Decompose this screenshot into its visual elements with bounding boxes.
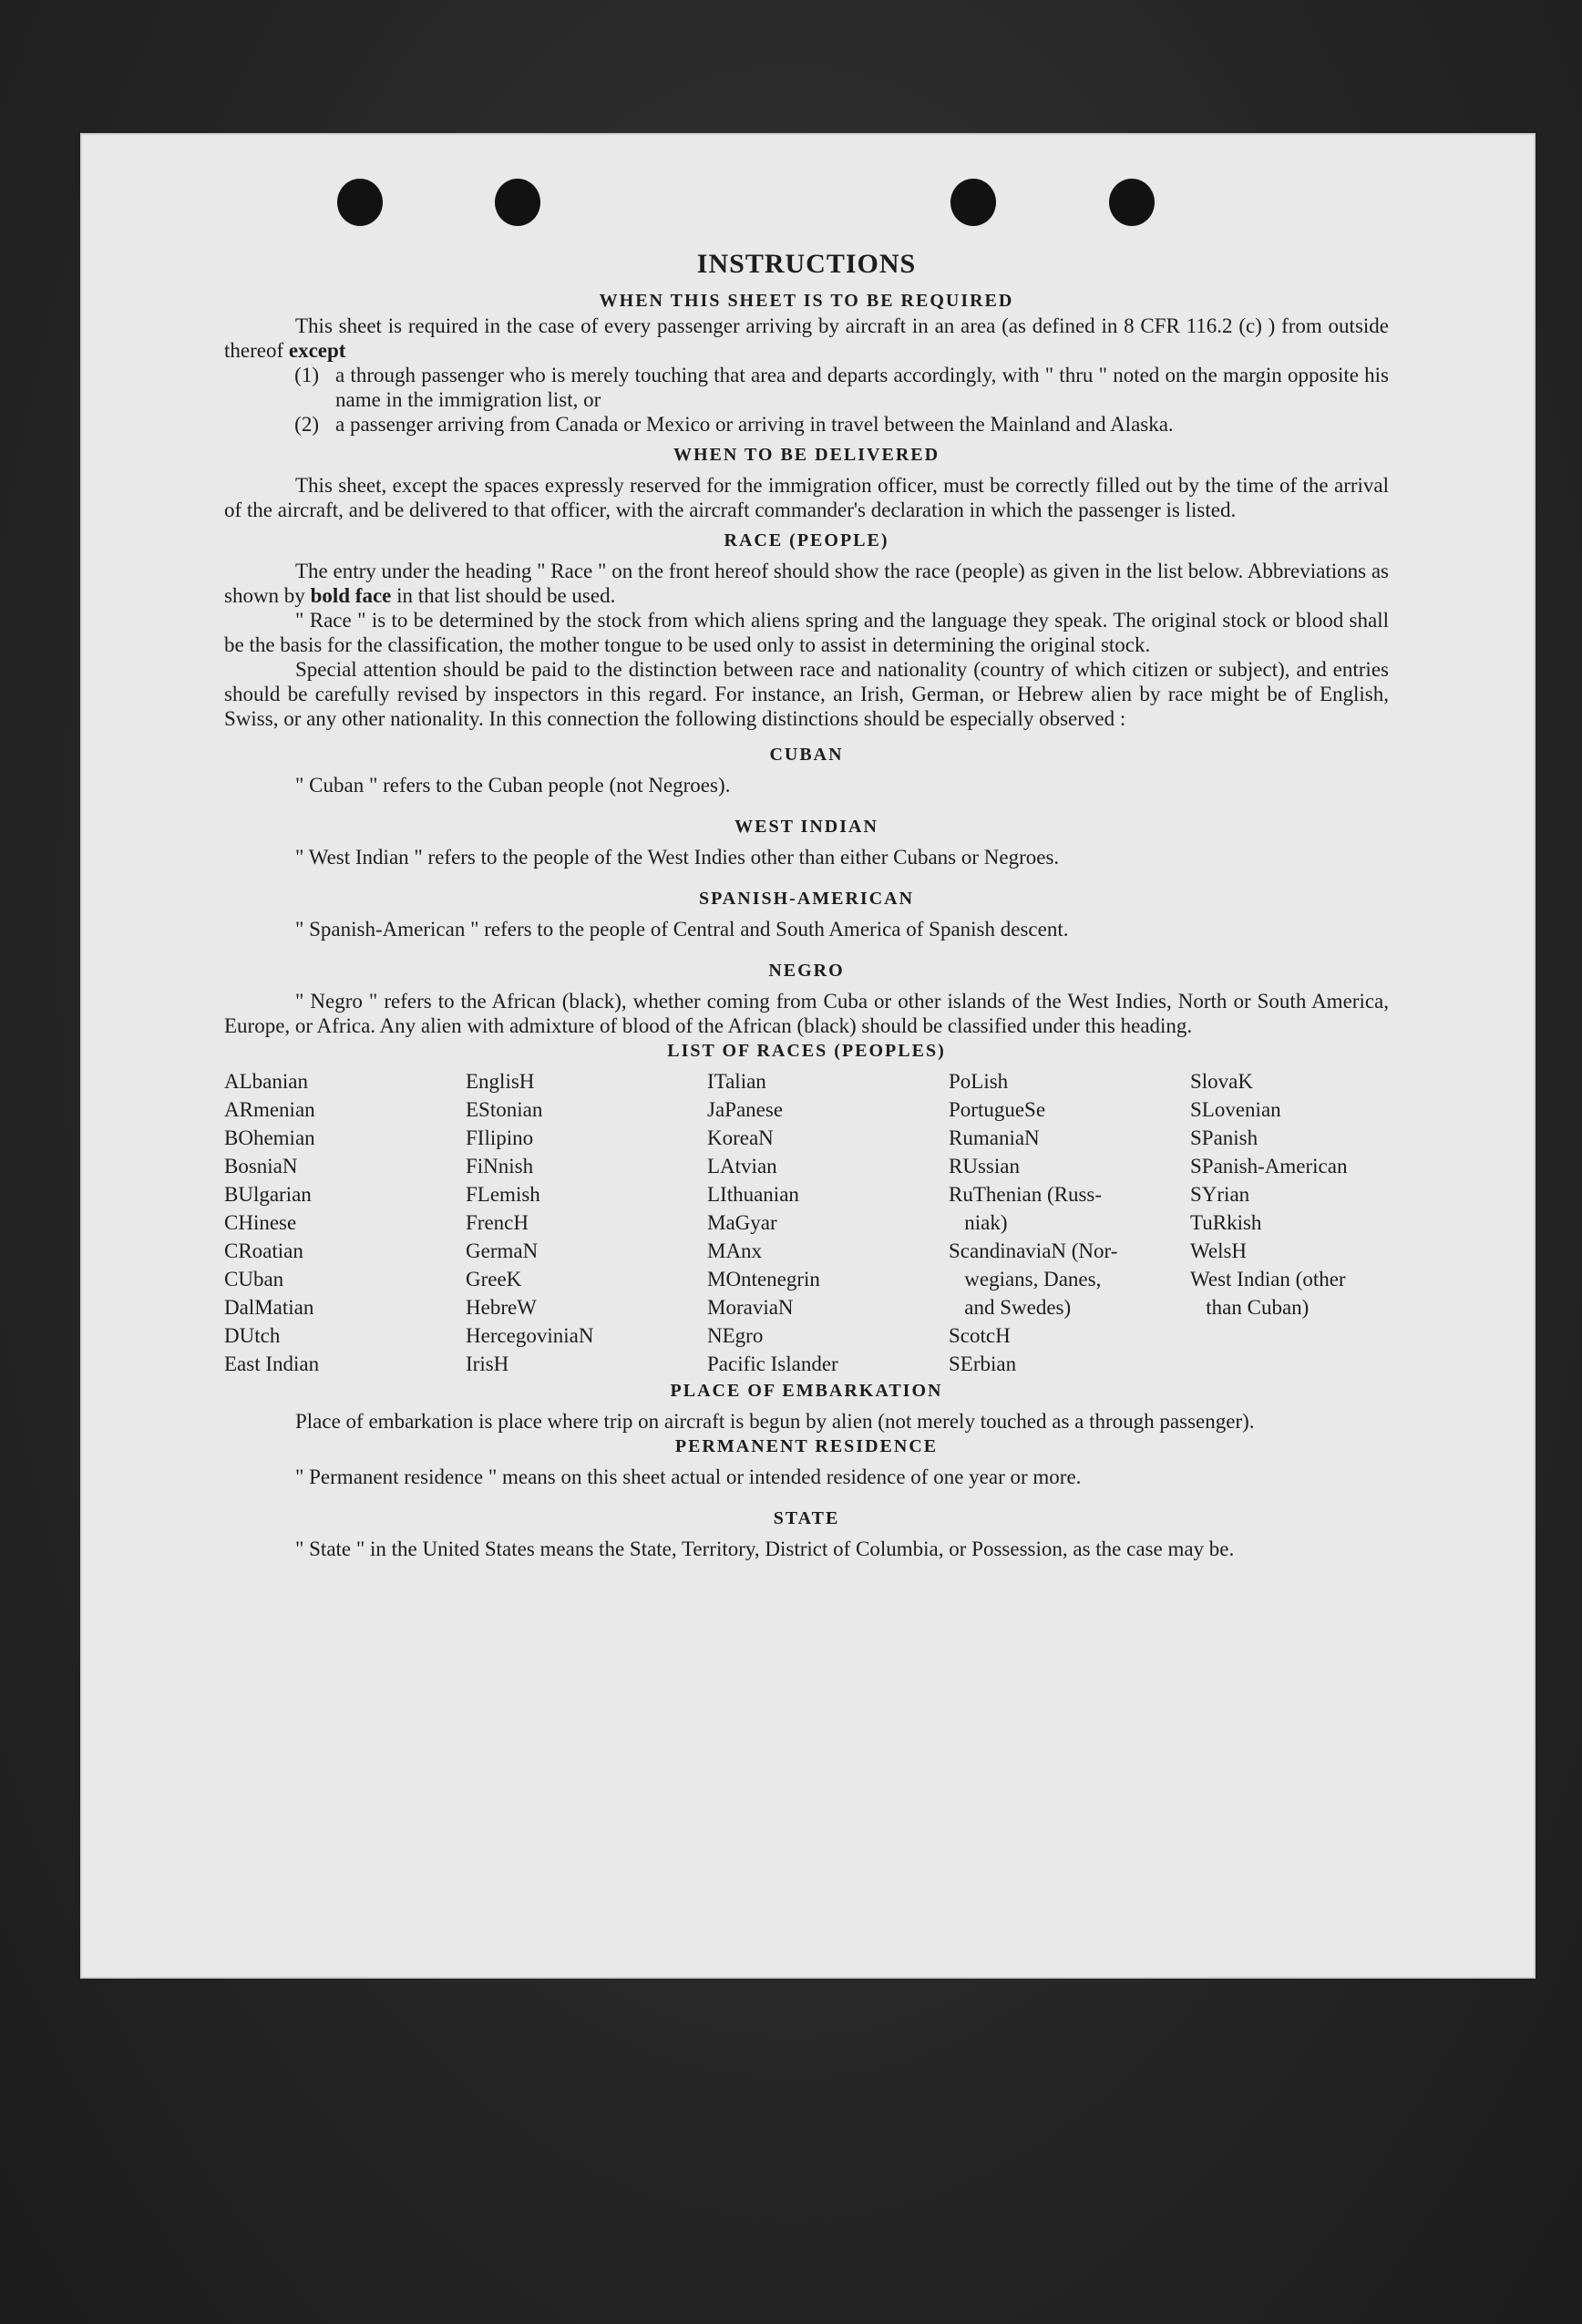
instructions-document: [224, 246, 1389, 1561]
spanish-american-text: " Spanish-American " refers to the people of Central and South America of Spanish descent.: [295, 918, 1069, 941]
race-entry: ARmenian: [224, 1098, 315, 1121]
heading-state: STATE: [773, 1508, 840, 1528]
race-entry: ITalian: [707, 1070, 766, 1093]
race-entry: CHinese: [224, 1211, 297, 1234]
heading-race: RACE (PEOPLE): [724, 530, 889, 550]
punch-hole-icon: [337, 179, 383, 226]
race-entry: ALbanian: [224, 1070, 308, 1093]
race-entry: RuThenian (Russ-: [949, 1183, 1103, 1206]
race-entry: NEgro: [707, 1324, 764, 1347]
heading-when-delivered: WHEN TO BE DELIVERED: [673, 445, 940, 465]
heading-embarkation: PLACE OF EMBARKATION: [670, 1381, 943, 1401]
race-entry: PortugueSe: [949, 1098, 1046, 1121]
race-entry: and Swedes): [949, 1296, 1072, 1319]
race-entry: TuRkish: [1190, 1211, 1262, 1234]
punch-hole-icon: [1109, 179, 1155, 226]
race-entry: CUban: [224, 1268, 284, 1291]
race-paragraph-3: Special attention should be paid to the distinction between race and nationality (country of which citizen or subject), and entries should be carefully revised by inspectors in this regard. For instance, an Irish, German, or Hebrew alien by race might be of English, Swiss, or any other nationality. In this connection the following distinctions should be especially observed :: [224, 658, 1389, 730]
race-entry: Pacific Islander: [707, 1352, 838, 1375]
race-entry: MAnx: [707, 1239, 763, 1262]
race-entry: than Cuban): [1190, 1296, 1310, 1319]
heading-negro: NEGRO: [768, 961, 845, 981]
heading-cuban: CUBAN: [769, 745, 844, 765]
state-text: " State " in the United States means the State, Territory, District of Columbia, or Possession, as the case may be.: [295, 1537, 1235, 1560]
race-paragraph-2: " Race " is to be determined by the stock from which aliens spring and the language they speak. The original stock or blood shall be the basis for the classification, the mother tongue to be used only to assist in determining the original stock.: [224, 609, 1389, 656]
race-entry: SPanish-American: [1190, 1155, 1348, 1177]
race-entry: EnglisH: [466, 1070, 535, 1093]
embarkation-text: Place of embarkation is place where trip on aircraft is begun by alien (not merely touched as a through passenger).: [295, 1410, 1255, 1433]
race-entry: LAtvian: [707, 1155, 777, 1177]
race-entry: KoreaN: [707, 1126, 774, 1149]
races-column: [224, 1067, 466, 1378]
punch-hole-icon: [495, 179, 540, 226]
race-entry: DUtch: [224, 1324, 281, 1347]
races-column: [949, 1067, 1190, 1378]
west-indian-text: " West Indian " refers to the people of the West Indies other than either Cubans or Negroes.: [295, 846, 1060, 869]
race-entry: RumaniaN: [949, 1126, 1040, 1149]
race-entry: SErbian: [949, 1352, 1017, 1375]
race-entry: wegians, Danes,: [949, 1268, 1102, 1291]
punch-hole-icon: [950, 179, 996, 226]
heading-spanish-american: SPANISH-AMERICAN: [698, 889, 915, 909]
race-entry: BOhemian: [224, 1126, 315, 1149]
race-entry: HercegoviniaN: [466, 1324, 594, 1347]
race-entry: MOntenegrin: [707, 1268, 820, 1291]
race-entry: ScandinaviaN (Nor-: [949, 1239, 1118, 1262]
race-entry: MoraviaN: [707, 1296, 794, 1319]
race-entry: CRoatian: [224, 1239, 303, 1262]
heading-permanent-residence: PERMANENT RESIDENCE: [674, 1436, 939, 1456]
list-item: (1) a through passenger who is merely touching that area and departs accordingly, with " thru " noted on the margin opposite his name in the immigration list, or: [294, 364, 1389, 411]
race-paragraph-1: The entry under the heading " Race " on the front hereof should show the race (people) as given in the list below. Abbreviations as shown by bold face in that list should be used.: [224, 560, 1389, 607]
race-entry: DalMatian: [224, 1296, 314, 1319]
race-entry: RUssian: [949, 1155, 1020, 1177]
race-entry: WelsH: [1190, 1239, 1248, 1262]
when-required-intro: This sheet is required in the case of every passenger arriving by aircraft in an area (as defined in 8 CFR 116.2 (c) ) from outside thereof except: [224, 314, 1389, 362]
race-entry: LIthuanian: [707, 1183, 799, 1206]
race-entry: SLovenian: [1190, 1098, 1281, 1121]
race-entry: East Indian: [224, 1352, 320, 1375]
race-entry: JaPanese: [707, 1098, 784, 1121]
race-entry: FIlipino: [466, 1126, 534, 1149]
when-delivered-text: This sheet, except the spaces expressly reserved for the immigration officer, must be correctly filled out by the time of the arrival of the aircraft, and be delivered to that officer, with the aircraft commander's declaration in which the passenger is listed.: [224, 474, 1389, 521]
race-entry: GreeK: [466, 1268, 522, 1291]
race-entry: BUlgarian: [224, 1183, 312, 1206]
race-entry: BosniaN: [224, 1155, 298, 1177]
race-entry: EStonian: [466, 1098, 543, 1121]
races-column: [466, 1067, 707, 1378]
race-entry: IrisH: [466, 1352, 509, 1375]
race-entry: GermaN: [466, 1239, 539, 1262]
race-entry: ScotcH: [949, 1324, 1011, 1347]
races-column: [707, 1067, 949, 1378]
cuban-text: " Cuban " refers to the Cuban people (not Negroes).: [295, 774, 731, 797]
heading-list-of-races: LIST OF RACES (PEOPLES): [667, 1041, 946, 1061]
races-list: [224, 1067, 1389, 1378]
race-entry: West Indian (other: [1190, 1268, 1346, 1291]
race-entry: MaGyar: [707, 1211, 777, 1234]
race-entry: FiNnish: [466, 1155, 534, 1177]
heading-west-indian: WEST INDIAN: [734, 817, 878, 837]
race-entry: FLemish: [466, 1183, 540, 1206]
negro-text: " Negro " refers to the African (black), whether coming from Cuba or other islands of the West Indies, North or South America, Europe, or Africa. Any alien with admixture of blood of the African (black) should be classified under this heading.: [224, 990, 1389, 1037]
race-entry: PoLish: [949, 1070, 1009, 1093]
race-entry: HebreW: [466, 1296, 537, 1319]
race-entry: SYrian: [1190, 1183, 1250, 1206]
race-entry: SlovaK: [1190, 1070, 1253, 1093]
page-title: INSTRUCTIONS: [696, 249, 917, 279]
races-column: [1190, 1067, 1389, 1378]
list-item: (2) a passenger arriving from Canada or Mexico or arriving in travel between the Mainland and Alaska.: [294, 413, 1174, 436]
permanent-residence-text: " Permanent residence " means on this sheet actual or intended residence of one year or more.: [295, 1465, 1082, 1488]
race-entry: FrencH: [466, 1211, 529, 1234]
race-entry: niak): [949, 1211, 1008, 1234]
race-entry: SPanish: [1190, 1126, 1258, 1149]
heading-when-required: WHEN THIS SHEET IS TO BE REQUIRED: [599, 291, 1014, 311]
